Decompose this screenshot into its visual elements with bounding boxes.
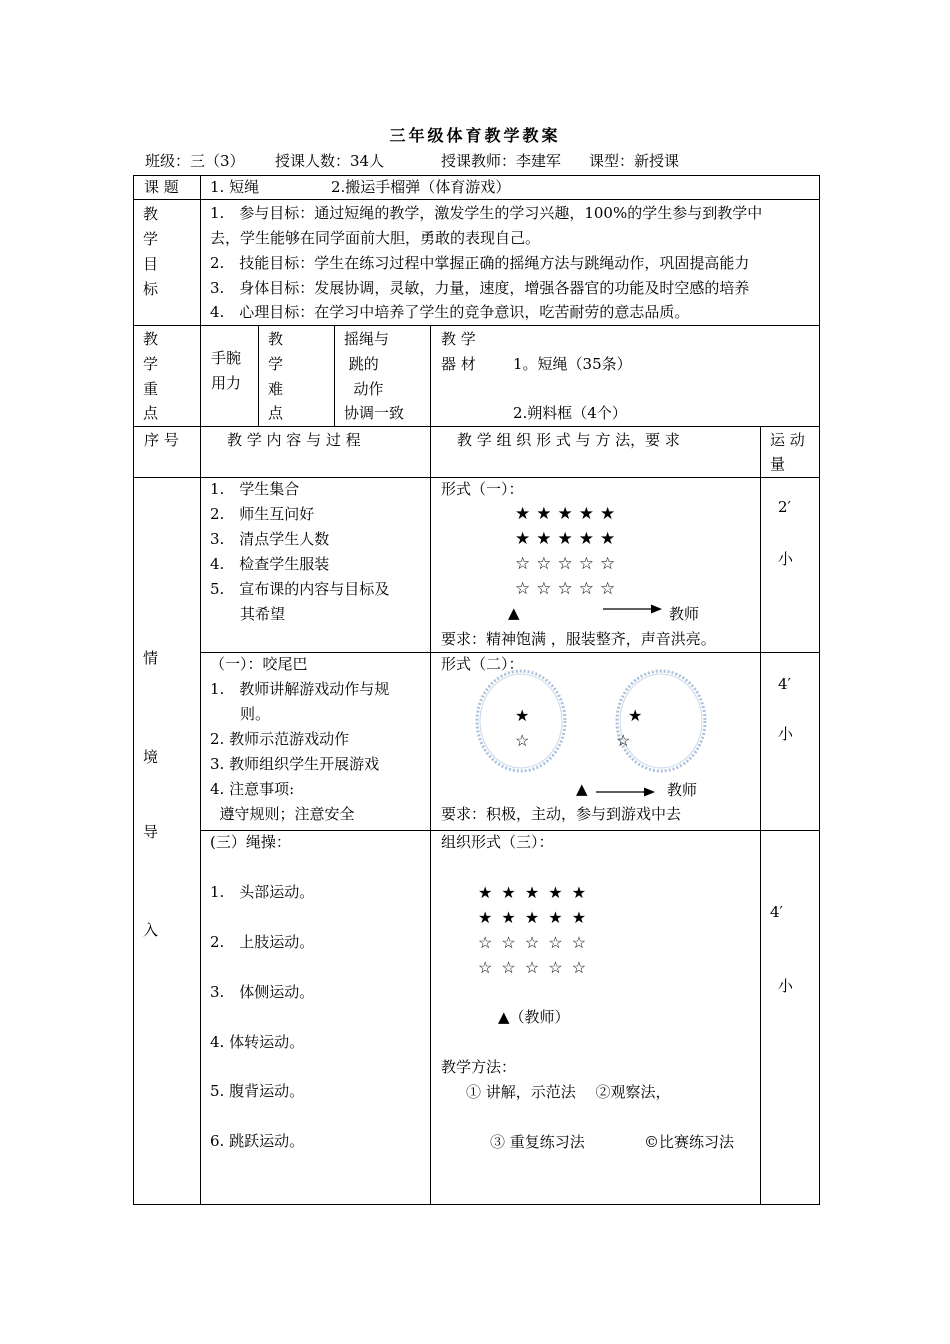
part1-item-1: 1. 学生集合	[210, 480, 300, 498]
part2-right-filled-star: ★	[628, 706, 643, 725]
part3-stars-row-2: ★ ★ ★ ★ ★	[478, 908, 589, 927]
part1-item-4: 4. 检查学生服装	[210, 555, 330, 573]
part1-form-label: 形式（一）：	[441, 480, 524, 498]
part3-stars-row-1: ★ ★ ★ ★ ★	[478, 883, 589, 902]
student-count: 授课人数：34人	[275, 152, 385, 170]
focus-label-3: 重	[143, 380, 159, 398]
part2-item-3: 3. 教师组织学生开展游戏	[210, 755, 380, 773]
part2-requirement: 要求：积极，主动，参与到游戏中去	[441, 805, 682, 823]
part3-stars-row-3: ☆ ☆ ☆ ☆ ☆	[478, 933, 589, 952]
column-amount-2: 量	[770, 455, 786, 473]
part1-stars-row-4: ☆☆☆☆☆	[515, 579, 622, 599]
part1-teacher-marker: ▲	[508, 604, 520, 622]
part1-stars-row-1: ★★★★★	[515, 504, 622, 524]
part3-item-2: 2. 上肢运动。	[210, 933, 315, 951]
part1-item-2: 2. 师生互问好	[210, 505, 315, 523]
part2-item-1-cont: 则。	[210, 705, 271, 723]
part2-teacher-label: 教师	[667, 781, 698, 799]
equipment-label-1: 教 学	[441, 330, 476, 348]
part3-method-2: ③ 重复练习法	[490, 1133, 585, 1151]
part2-teacher-marker: ▲	[576, 780, 588, 798]
goal-participation: 1. 参与目标：通过短绳的教学，激发学生的学习兴趣，100%的学生参与到教学中	[210, 204, 763, 222]
lesson-type: 课型：新授课	[589, 152, 680, 170]
section-label-3: 导	[143, 823, 159, 841]
part1-requirement: 要求：精神饱满 ，服装整齐，声音洪亮。	[441, 630, 716, 648]
page-title: 三年级体育教学教案	[389, 126, 561, 145]
part1-stars-row-3: ☆☆☆☆☆	[515, 554, 622, 574]
difficulty-label-3: 难	[268, 380, 284, 398]
goal-physical: 3. 身体目标：发展协调，灵敏，力量，速度，增强各器官的功能及时空感的培养	[210, 279, 750, 297]
part1-item-3: 3. 清点学生人数	[210, 530, 330, 548]
part2-intensity: 小	[778, 725, 794, 743]
goals-label-2: 学	[143, 230, 159, 248]
part2-left-filled-star: ★	[515, 706, 530, 725]
difficulty-label-4: 点	[268, 404, 284, 422]
goal-skill: 2. 技能目标：学生在练习过程中掌握正确的摇绳方法与跳绳动作，巩固提高能力	[210, 254, 750, 272]
part1-intensity: 小	[778, 550, 794, 568]
difficulty-value-2: 跳的	[344, 355, 379, 373]
part1-item-5-cont: 其希望	[210, 605, 286, 623]
part3-stars-row-4: ☆ ☆ ☆ ☆ ☆	[478, 958, 589, 977]
part2-heading: （一）：咬尾巴	[210, 655, 308, 673]
section-label-1: 情	[143, 649, 159, 667]
goals-label-4: 标	[143, 280, 159, 298]
difficulty-value-3: 动作	[344, 380, 384, 398]
goals-label-3: 目	[143, 255, 159, 273]
part2-item-1: 1. 教师讲解游戏动作与规	[210, 680, 390, 698]
part3-heading: (三）绳操：	[210, 833, 291, 851]
part3-time: 4′	[770, 903, 783, 921]
part2-right-hollow-star: ☆	[616, 731, 631, 750]
part3-item-4: 4. 体转运动。	[210, 1033, 305, 1051]
part3-method-1: ① 讲解，示范法 ②观察法，	[466, 1083, 671, 1101]
equipment-rope: 1。短绳（35条）	[513, 355, 632, 373]
difficulty-label-2: 学	[268, 355, 284, 373]
part2-left-hollow-star: ☆	[515, 731, 530, 750]
column-seq: 序 号	[144, 431, 179, 449]
part3-teacher: ▲（教师）	[498, 1008, 570, 1026]
part1-time: 2′	[778, 498, 791, 516]
section-label-4: 入	[143, 921, 159, 939]
focus-label-4: 点	[143, 404, 159, 422]
part3-method-3: ©比赛练习法	[644, 1133, 735, 1151]
class-info: 班级：三（3）	[145, 152, 245, 170]
part3-intensity: 小	[778, 977, 794, 995]
part1-teacher-label: 教师	[669, 605, 700, 623]
part3-method-label: 教学方法：	[441, 1058, 517, 1076]
focus-value-2: 用力	[211, 374, 242, 392]
equipment-frame: 2.朔料框（4个）	[513, 404, 627, 422]
part2-item-2: 2. 教师示范游戏动作	[210, 730, 350, 748]
teacher-info: 授课教师：李建军	[441, 152, 562, 170]
part2-item-4-detail: 遵守规则；注意安全	[210, 805, 355, 823]
part1-item-5: 5. 宣布课的内容与目标及	[210, 580, 390, 598]
part3-item-1: 1. 头部运动。	[210, 883, 315, 901]
equipment-label-2: 器 材	[441, 355, 476, 373]
column-content: 教 学 内 容 与 过 程	[227, 431, 361, 449]
difficulty-label-1: 教	[268, 330, 284, 348]
topic-item-2: 2.搬运手榴弹（体育游戏）	[331, 178, 511, 196]
column-amount-1: 运 动	[770, 431, 805, 449]
section-label-2: 境	[143, 748, 159, 766]
part2-form-label: 形式（二）：	[441, 655, 524, 673]
goal-participation-cont: 去，学生能够在同学面前大胆，勇敢的表现自己。	[210, 229, 541, 247]
part3-item-6: 6. 跳跃运动。	[210, 1132, 305, 1150]
focus-label-2: 学	[143, 355, 159, 373]
focus-label-1: 教	[143, 330, 159, 348]
part2-item-4: 4. 注意事项:	[210, 780, 295, 798]
part1-stars-row-2: ★★★★★	[515, 529, 622, 549]
column-method: 教 学 组 织 形 式 与 方 法，要 求	[457, 431, 680, 449]
topic-item-1: 1. 短绳	[210, 178, 260, 196]
topic-label: 课 题	[144, 178, 179, 196]
difficulty-value-1: 摇绳与	[344, 330, 390, 348]
part3-item-3: 3. 体侧运动。	[210, 983, 315, 1001]
focus-value-1: 手腕	[211, 349, 242, 367]
part3-item-5: 5. 腹背运动。	[210, 1082, 305, 1100]
part3-form-label: 组织形式（三）：	[441, 833, 554, 851]
goals-label-1: 教	[143, 205, 159, 223]
difficulty-value-4: 协调一致	[344, 404, 405, 422]
part2-time: 4′	[778, 675, 791, 693]
goal-mental: 4. 心理目标：在学习中培养了学生的竞争意识，吃苦耐劳的意志品质。	[210, 303, 690, 321]
